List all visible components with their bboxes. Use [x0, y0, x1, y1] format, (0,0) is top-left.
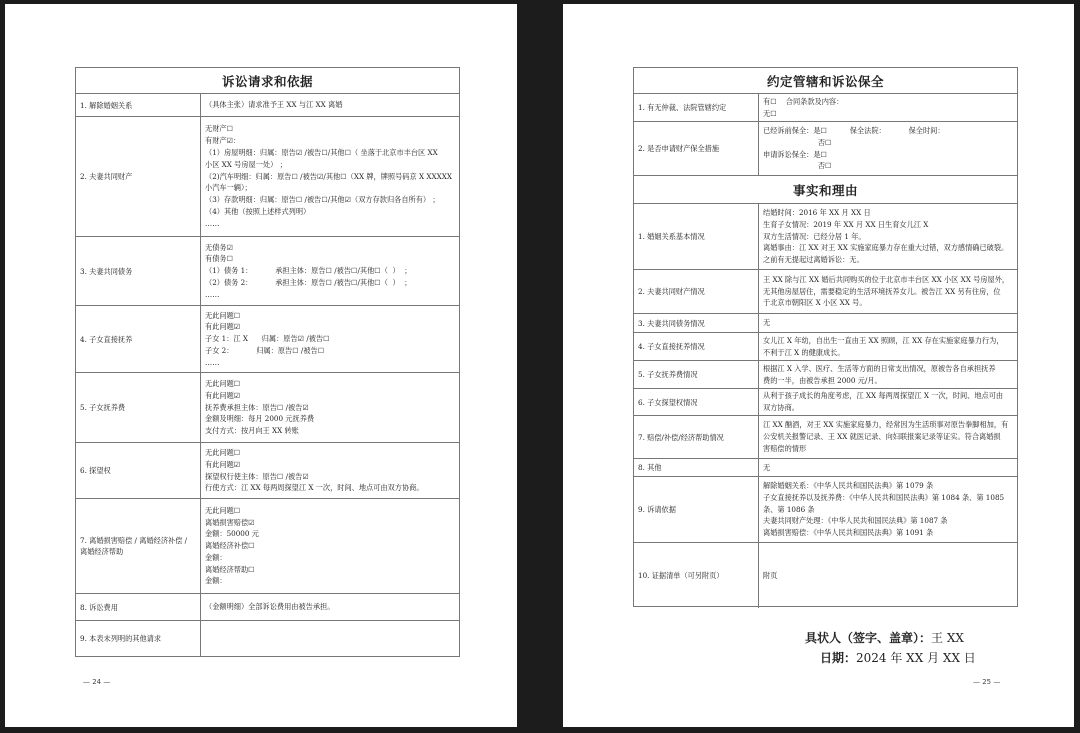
row-content: [201, 594, 459, 620]
content-line: 夫妻共同财产处理：《中华人民共和国民法典》第 1087 条: [763, 516, 948, 526]
row-label: 5. 子女抚养费: [76, 373, 201, 442]
content-line: 小汽车一辆）；: [205, 183, 252, 193]
row-content: [759, 270, 1017, 313]
table-row: [634, 94, 1017, 122]
content-line: 有此问题☑: [205, 322, 241, 332]
content-line: ……: [205, 289, 220, 299]
row-label: 6. 子女探望权情况: [634, 389, 759, 415]
content-line: 探望权行使主体：原告☐ /被告☑: [205, 471, 309, 481]
row-label: 8. 其他: [634, 459, 759, 476]
content-line: 否☐: [763, 161, 832, 171]
content-line: 王 XX 除与江 XX 婚后共同购买的位于北京市丰台区 XX 小区 XX 号房屋外，: [763, 274, 1010, 284]
content-line: 无: [763, 462, 771, 472]
content-line: 附页: [763, 570, 778, 580]
row-label: 10. 证据清单（可另附页）: [634, 543, 759, 608]
content-line: 双方协商。: [763, 403, 799, 412]
content-line: 无☐: [763, 108, 777, 118]
content-line: 抚养费承担主体：原告☐ /被告☑: [205, 402, 309, 412]
content-line: 无此问题☐: [205, 379, 241, 388]
content-line: （1）房屋明细：归属：原告☑ /被告☐/其他☐（ 坐落于北京市丰台区 XX: [205, 148, 438, 157]
content-line: 之前有无提起过离婚诉讼：无。: [763, 255, 864, 265]
content-line: 生育子女情况：2019 年 XX 月 XX 日生育女儿江 X: [763, 219, 929, 229]
content-line: 无其他房屋居住，需要稳定的生活环境抚养女儿。被告江 XX 另有住房，位: [763, 286, 1001, 296]
content-line: 离婚经济帮助☐: [205, 564, 255, 574]
signature-name: 王 XX: [931, 631, 964, 645]
content-line: 金额：: [205, 552, 227, 562]
content-line: 有此问题☑: [205, 390, 241, 400]
content-line: 公安机关报警记录、王 XX 就医记录、向妇联报案记录等证实。符合离婚损: [763, 432, 1001, 442]
row-content: [759, 416, 1017, 458]
content-line: 离婚损害赔偿：《中华人民共和国民法典》第 1091 条: [763, 528, 934, 538]
table-row: [634, 459, 1017, 477]
table-row: [76, 594, 459, 621]
content-line: （3）存款明细：归属：原告☐ /被告☐/其他☑（双方存款归各自所有） ；: [205, 195, 440, 205]
content-line: 子女 1：江 X 归属：原告☑ /被告☐: [205, 334, 330, 344]
table-row: [76, 117, 459, 237]
content-line: 行使方式：江 XX 每两周探望江 X 一次，时间、地点可由双方协商。: [205, 483, 424, 493]
table-row: [634, 389, 1017, 416]
content-line: 无债务☑: [205, 242, 234, 252]
row-label: 2. 夫妻共同财产情况: [634, 270, 759, 313]
content-line: 无此问题☐: [205, 310, 241, 320]
content-line: ……: [205, 218, 220, 228]
content-line: 根据江 X 入学、医疗、生活等方面的日常支出情况，原被告各自承担抚养: [763, 363, 996, 373]
row-content: [759, 122, 1017, 175]
content-line: 无财产☐: [205, 124, 234, 134]
content-line: （2）债务 2： 承担主体：原告☐ /被告☐/其他☐（ ） ；: [205, 277, 412, 287]
row-content: [759, 477, 1017, 542]
content-line: （具体主张）请求准予王 XX 与江 XX 离婚: [205, 100, 343, 110]
table-row: [634, 314, 1017, 333]
content-line: 从利于孩子成长的角度考虑，江 XX 每两周探望江 X 一次，时间、地点可由: [763, 391, 1004, 401]
table-row: [634, 477, 1017, 543]
row-content: [759, 543, 1017, 608]
content-line: （4）其他（按照上述样式列明）: [205, 206, 311, 216]
content-line: ……: [205, 357, 220, 367]
content-line: 小区 XX 号房屋一处） ；: [205, 159, 287, 169]
content-line: 已经诉前保全：是☐ 保全法院： 保全时间：: [763, 125, 945, 135]
signature-label: 具状人（签字、盖章）：: [805, 631, 932, 645]
table-row: [634, 361, 1017, 389]
table-row: [76, 237, 459, 306]
table-title: 诉讼请求和依据: [76, 68, 459, 94]
table-row: [76, 499, 459, 594]
row-content: [201, 499, 459, 593]
row-content: [201, 117, 459, 236]
content-line: 费的一半，由被告承担 2000 元/月。: [763, 375, 882, 385]
content-line: 双方生活情况：已经分居 1 年。: [763, 231, 866, 241]
document-page-25: [563, 4, 1074, 727]
row-label: 9. 本表未列明的其他请求: [76, 621, 201, 656]
row-label: 7. 赔偿/补偿/经济帮助情况: [634, 416, 759, 458]
table-row: [76, 94, 459, 117]
table-row: [76, 373, 459, 443]
content-line: 结婚时间：2016 年 XX 月 XX 日: [763, 208, 871, 217]
content-line: 金额：50000 元: [205, 529, 259, 539]
table-row: [634, 543, 1017, 608]
row-content: [759, 389, 1017, 415]
content-line: 申请诉讼保全：是☐: [763, 149, 827, 159]
content-line: 离婚事由：江 XX 对王 XX 实施家庭暴力存在重大过错，双方感情确已破裂。: [763, 243, 1009, 253]
content-line: 无此问题☐: [205, 447, 241, 457]
content-line: 金额：: [205, 576, 227, 586]
content-line: 不利于江 X 的健康成长。: [763, 347, 845, 357]
row-content: [759, 459, 1017, 476]
content-line: （2)汽车明细：归属：原告☐ /被告☑/其他☐（XX 牌，牌照号码京 X XXXXX: [205, 171, 452, 181]
row-label: 4. 子女直接抚养: [76, 306, 201, 372]
row-content: [759, 333, 1017, 360]
content-line: 有此问题☑: [205, 459, 241, 469]
row-label: 6. 探望权: [76, 443, 201, 498]
row-label: 7. 离婚损害赔偿 / 离婚经济补偿 / 离婚经济帮助: [76, 499, 201, 593]
document-page-24: [5, 4, 517, 727]
row-label: 9. 诉请依据: [634, 477, 759, 542]
content-line: 子女 2： 归属：原告☐ /被告☐: [205, 345, 325, 355]
row-content: [759, 314, 1017, 332]
row-content: [201, 306, 459, 372]
content-line: 金额及明细：每月 2000 元抚养费: [205, 414, 315, 424]
row-content: [759, 204, 1017, 269]
content-line: 离婚损害赔偿☑: [205, 517, 255, 527]
content-line: 条、第 1086 条: [763, 504, 815, 514]
row-label: 1. 解除婚姻关系: [76, 94, 201, 116]
section-title: 事实和理由: [634, 176, 1017, 204]
jurisdiction-and-facts-table: [633, 67, 1018, 607]
row-label: 5. 子女抚养费情况: [634, 361, 759, 388]
row-content: [201, 621, 459, 656]
row-label: 3. 夫妻共同债务: [76, 237, 201, 305]
content-line: 解除婚姻关系：《中华人民共和国民法典》第 1079 条: [763, 481, 934, 490]
date-value: 2024 年 XX 月 XX 日: [856, 651, 976, 665]
table-row: [76, 443, 459, 499]
content-line: 子女直接抚养以及抚养费：《中华人民共和国民法典》第 1084 条、第 1085: [763, 492, 1005, 502]
page-number: — 24 —: [83, 678, 111, 686]
page-number: — 25 —: [973, 678, 1001, 686]
content-line: 女儿江 X 年幼，自出生一直由王 XX 照顾，江 XX 存在实施家庭暴力行为，: [763, 335, 1004, 345]
table-row: [634, 204, 1017, 270]
row-label: 2. 夫妻共同财产: [76, 117, 201, 236]
content-line: （1）债务 1： 承担主体：原告☐ /被告☐/其他☐（ ） ；: [205, 266, 412, 276]
table-row: [634, 416, 1017, 459]
row-content: [759, 94, 1017, 121]
row-label: 8. 诉讼费用: [76, 594, 201, 620]
row-content: [201, 94, 459, 116]
row-content: [759, 361, 1017, 388]
content-line: 害赔偿的情形: [763, 443, 807, 453]
content-line: 否☐: [763, 137, 832, 147]
table-row: [634, 333, 1017, 361]
content-line: 江 XX 酗酒，对王 XX 实施家庭暴力，经常因为生活琐事对原告拳脚相加，有: [763, 420, 1009, 430]
content-line: 无此问题☐: [205, 505, 241, 515]
date-line: [820, 649, 976, 666]
table-title: 约定管辖和诉讼保全: [634, 68, 1017, 94]
content-line: 无: [763, 318, 771, 328]
row-label: 3. 夫妻共同债务情况: [634, 314, 759, 332]
row-label: 2. 是否申请财产保全措施: [634, 122, 759, 175]
content-line: 有财产☑：: [205, 136, 241, 146]
content-line: 有☐ 合同条款及内容：: [763, 96, 844, 106]
content-line: 支付方式：按月向王 XX 转账: [205, 426, 299, 436]
row-label: 1. 婚姻关系基本情况: [634, 204, 759, 269]
litigation-claims-table: [75, 67, 460, 657]
table-row: [634, 270, 1017, 314]
content-line: 于北京市朝阳区 X 小区 XX 号。: [763, 298, 867, 308]
signature-line: [805, 629, 964, 646]
row-content: [201, 373, 459, 442]
row-label: 4. 子女直接抚养情况: [634, 333, 759, 360]
content-line: （金额明细）全部诉讼费用由被告承担。: [205, 602, 335, 612]
row-label: 1. 有无仲裁、法院管辖约定: [634, 94, 759, 121]
table-row: [634, 122, 1017, 176]
content-line: 离婚经济补偿☐: [205, 541, 255, 551]
row-content: [201, 443, 459, 498]
date-label: 日期：: [820, 651, 857, 665]
row-content: [201, 237, 459, 305]
table-row: [76, 621, 459, 656]
table-row: [76, 306, 459, 373]
content-line: 有债务☐: [205, 254, 234, 264]
